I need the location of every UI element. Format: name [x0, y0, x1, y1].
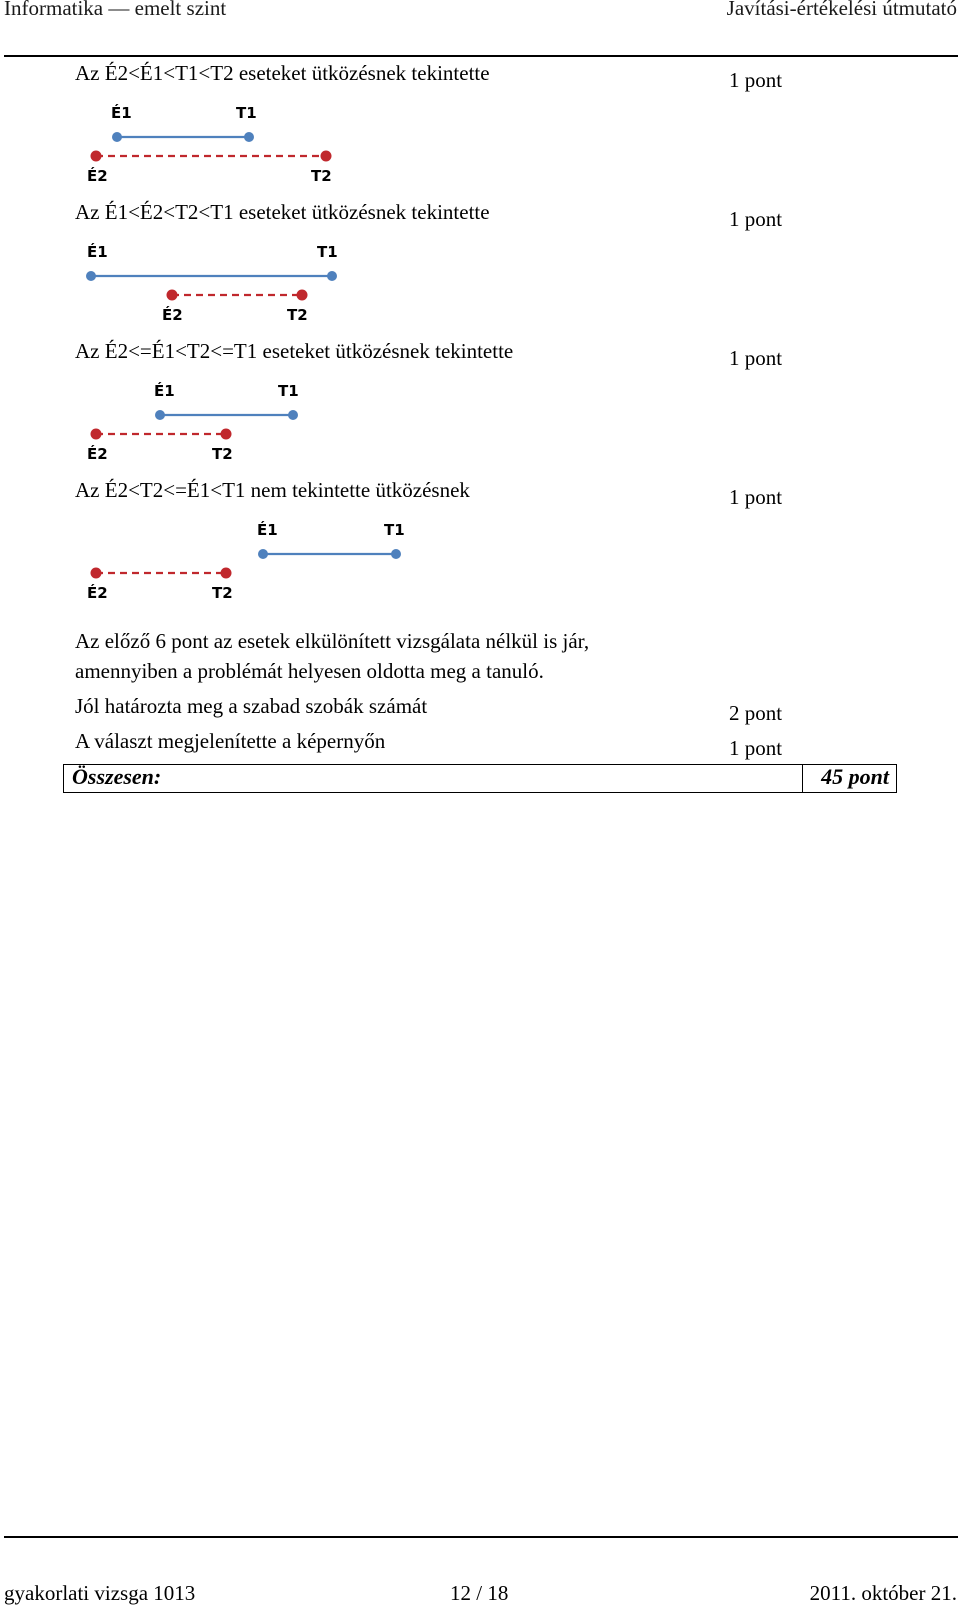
- criterion-4-text: Az É2<T2<=É1<T1 nem tekintette ütközésnek: [75, 478, 470, 502]
- header-subject: Informatika — emelt szint: [4, 0, 227, 20]
- criterion-3-text: Az É2<=É1<T2<=T1 eseteket ütközésnek tekintette: [75, 339, 514, 363]
- label-t2: T2: [212, 584, 233, 602]
- interval-diagram-1: [78, 100, 438, 210]
- total-divider: [802, 765, 803, 792]
- label-t1: T1: [384, 521, 405, 539]
- criterion-4-points: 1 pont: [729, 485, 783, 509]
- point-e2: [167, 290, 178, 301]
- label-t2: T2: [287, 306, 308, 324]
- header-rule: [4, 55, 958, 57]
- label-t1: T1: [278, 382, 299, 400]
- label-t2: T2: [212, 445, 233, 463]
- point-t2: [221, 429, 232, 440]
- label-e1: É1: [111, 104, 132, 122]
- note-line-1: Az előző 6 pont az esetek elkülönített vizsgálata nélkül is jár,: [75, 629, 590, 653]
- point-t1: [327, 271, 337, 281]
- footer-exam-code: gyakorlati vizsga 1013: [4, 1581, 196, 1605]
- header-guide-title: Javítási-értékelési útmutató: [726, 0, 957, 20]
- label-e1: É1: [257, 521, 278, 539]
- label-t1: T1: [236, 104, 257, 122]
- footer-page-number: 12 / 18: [450, 1581, 509, 1605]
- label-t2: T2: [311, 167, 332, 185]
- point-e2: [91, 429, 102, 440]
- point-t1: [391, 549, 401, 559]
- criterion-1-text: Az É2<É1<T1<T2 eseteket ütközésnek tekintette: [75, 61, 490, 85]
- point-e2: [91, 568, 102, 579]
- footer-date: 2011. október 21.: [809, 1581, 957, 1605]
- criterion-5-text: Jól határozta meg a szabad szobák számát: [75, 694, 428, 718]
- criterion-3-points: 1 pont: [729, 346, 783, 370]
- label-e2: É2: [87, 167, 108, 185]
- criterion-5-points: 2 pont: [729, 701, 783, 725]
- criterion-6-text: A választ megjelenítette a képernyőn: [75, 729, 386, 753]
- point-e1: [86, 271, 96, 281]
- point-e1: [155, 410, 165, 420]
- interval-diagram-2: [78, 239, 438, 349]
- point-t2: [321, 151, 332, 162]
- point-t1: [288, 410, 298, 420]
- label-e2: É2: [87, 584, 108, 602]
- interval-diagram-3: [78, 378, 438, 488]
- criterion-2-points: 1 pont: [729, 207, 783, 231]
- criterion-2-text: Az É1<É2<T2<T1 eseteket ütközésnek tekintette: [75, 200, 490, 224]
- point-e1: [258, 549, 268, 559]
- label-e2: É2: [87, 445, 108, 463]
- interval-diagram-4: [78, 517, 438, 627]
- criterion-6-points: 1 pont: [729, 736, 783, 760]
- total-label: Összesen:: [72, 764, 162, 789]
- criterion-1-points: 1 pont: [729, 68, 783, 92]
- point-t2: [297, 290, 308, 301]
- point-t1: [244, 132, 254, 142]
- label-e2: É2: [162, 306, 183, 324]
- total-row: [63, 764, 897, 793]
- footer-rule: [4, 1536, 958, 1538]
- label-e1: É1: [87, 243, 108, 261]
- point-e2: [91, 151, 102, 162]
- total-value: 45 pont: [821, 764, 889, 789]
- note-line-2: amennyiben a problémát helyesen oldotta meg a tanuló.: [75, 659, 544, 683]
- point-e1: [112, 132, 122, 142]
- point-t2: [221, 568, 232, 579]
- label-t1: T1: [317, 243, 338, 261]
- label-e1: É1: [154, 382, 175, 400]
